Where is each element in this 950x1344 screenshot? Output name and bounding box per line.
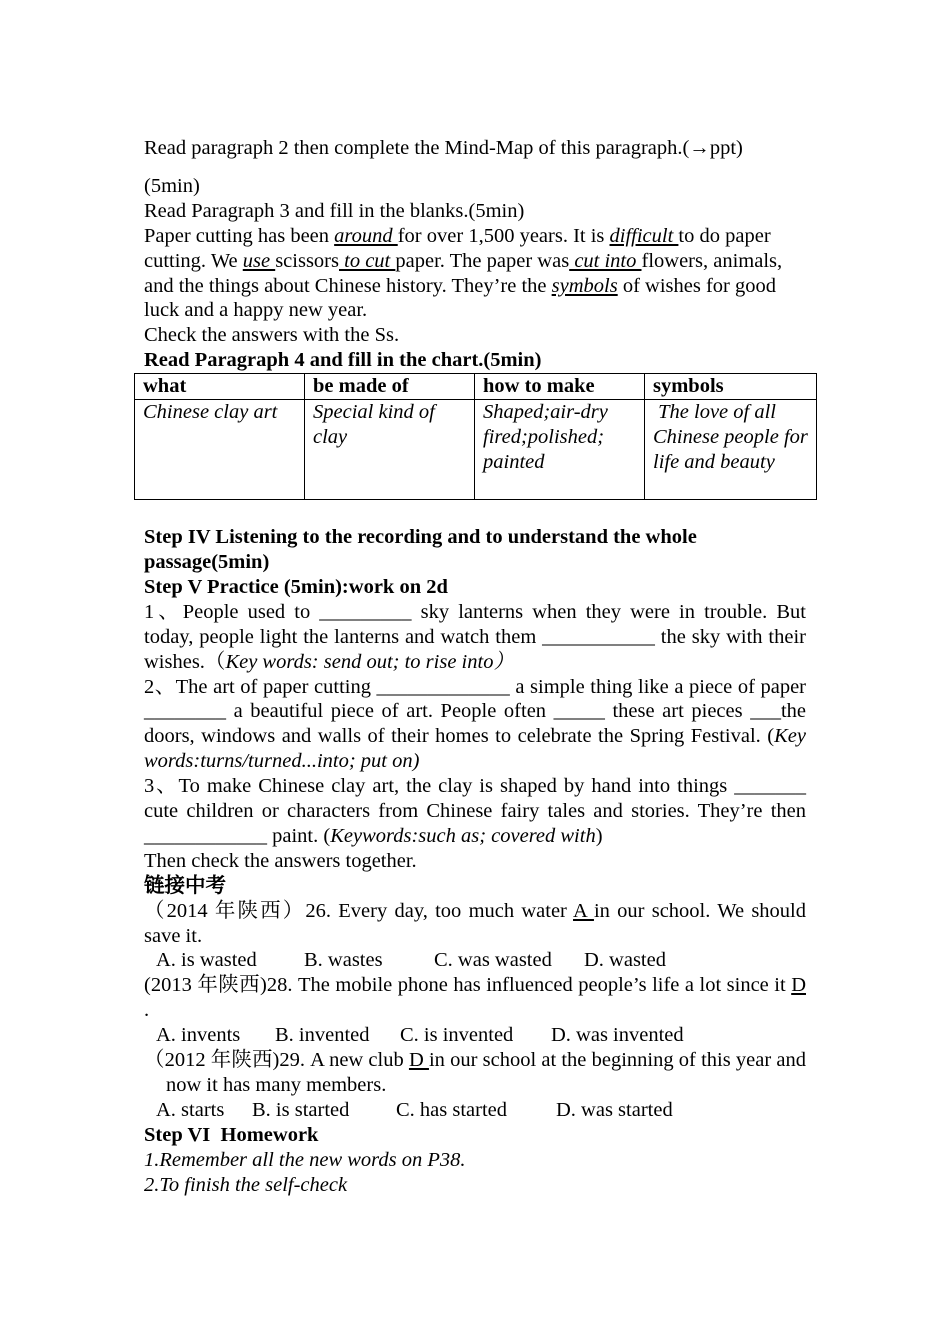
step6-heading: Step VI Homework [144,1123,319,1146]
table-cell: Shaped;air-dry fired;polished; painted [475,400,645,500]
chart-table [134,373,817,500]
exam-q3-options: A. starts B. is started C. has started D. was started [156,1098,673,1121]
step5-heading: Step V Practice (5min):work on 2d [144,575,448,598]
table-header: symbols [645,374,817,400]
exam-q1: （2014 年陕西）26. Every day, too much water A in our school. We should save it. [144,899,806,947]
answer-blank: to cut [339,249,396,272]
table-cell: Special kind of clay [305,400,475,500]
table-cell: The love of all Chinese people for life and beauty [645,400,817,500]
intro-time: (5min) [144,174,200,197]
para4-title: Read Paragraph 4 and fill in the chart.(5min) [144,349,542,372]
exam-q1-options: A. is wasted B. wastes C. was wasted D. wasted [156,949,666,972]
exam-answer: D [408,1049,429,1072]
step4-heading: Step IV Listening to the recording and to understand the whole passage(5min) [144,526,697,573]
intro-line: Read paragraph 2 then complete the Mind-Map of this paragraph.(→ppt) [144,137,743,159]
exam-q2-options: A. invents B. invented C. is invented D. was invented [156,1024,684,1047]
table-cell: Chinese clay art [135,400,305,500]
answer-blank: cut into [569,249,642,272]
para3-text: Paper cutting has been around for over 1,500 years. It is difficult to do paper cutting. We use scissors to cut paper. The paper was cut into flowers, animals, and the things about Chinese history. They’re the symbols of wishes for good luck and a happy new year. [144,224,783,322]
practice-q1: 1、People used to _________ sky lanterns when they were in trouble. But today, people light the lanterns and watch them ___________ the sky with their wishes.（Key words: send out; to rise into） [144,600,806,673]
exam-q2: (2013 年陕西)28. The mobile phone has influenced people’s life a lot since it D . [144,974,806,1022]
answer-blank: symbols [551,274,618,297]
homework-item: 1.Remember all the new words on P38. [144,1148,466,1171]
table-header: be made of [305,374,475,400]
homework-item: 2.To finish the self-check [144,1173,348,1196]
table-header: how to make [475,374,645,400]
table-row [135,400,817,500]
answer-blank: difficult [609,224,679,247]
answer-blank: around [334,224,398,247]
para3-title: Read Paragraph 3 and fill in the blanks.(5min) [144,199,525,222]
document-page [143,136,813,1198]
check-line: Check the answers with the Ss. [144,324,400,347]
exam-q3: （2012 年陕西)29. A new club D in our school at the beginning of this year and now it has many members. [144,1049,806,1096]
answer-blank: use [242,249,276,272]
table-header-row [135,374,817,400]
check-line-2: Then check the answers together. [144,849,417,872]
link-title: 链接中考 [144,874,226,897]
exam-answer: A [573,899,594,922]
table-header: what [135,374,305,400]
practice-q2: 2、The art of paper cutting _____________ a simple thing like a piece of paper ________ a beautiful piece of art. People often _____ these art pieces ___the doors, windows and walls of their homes to celebrate the Spring Festival. (Key words:turns/turned...into; put on) [144,675,806,773]
practice-q3: 3、To make Chinese clay art, the clay is shaped by hand into things _______ cute children or characters from Chinese fairy tales and stories. They’re then ____________ paint. (Keywords:such as; covered with) [144,775,806,847]
exam-answer: D [791,974,806,997]
